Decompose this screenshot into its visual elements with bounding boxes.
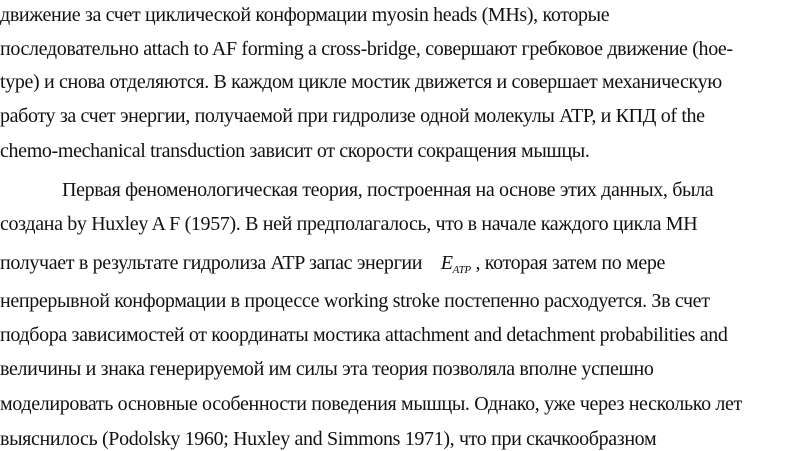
formula-e-atp: $E_{ATP}$ <box>440 252 471 276</box>
text-segment: , которая затем по мере <box>475 252 666 274</box>
text-segment: получает в результате гидролиза ATP запас энергии <box>0 252 423 274</box>
text-line: выяснилось (Podolsky 1960; Huxley and Simmons 1971), что при скачкообразном <box>0 428 657 450</box>
text-line: создана by Huxley A F (1957). В ней предполагалось, что в начале каждого цикла МН <box>0 213 698 235</box>
text-line: последовательно attach to AF forming a cross-bridge, совершают гребковое движение (hoe- <box>0 38 733 60</box>
text-line: type) и снова отделяются. В каждом цикле мостик движется и совершает механическую <box>0 71 722 93</box>
text-line: работу за счет энергии, получаемой при гидролизе одной молекулы ATP, и КПД of the <box>0 105 705 127</box>
text-line: величины и знака генерируемой им силы эта теория позволяла вполне успешно <box>0 358 654 380</box>
text-line: моделировать основные особенности поведения мышцы. Однако, уже через несколько лет <box>0 393 742 415</box>
text-line: chemo-mechanical transduction зависит от скорости сокращения мышцы. <box>0 140 590 162</box>
text-line: подбора зависимостей от координаты мостика attachment and detachment probabilities and <box>0 324 728 346</box>
text-line-with-formula <box>0 251 665 282</box>
text-line: движение за счет циклической конформации myosin heads (MHs), которые <box>0 4 610 26</box>
paragraph-first-line: Первая феноменологическая теория, построенная на основе этих данных, была <box>62 179 714 201</box>
text-line: непрерывной конформации в процессе working stroke постепенно расходуется. Зв счет <box>0 290 710 312</box>
